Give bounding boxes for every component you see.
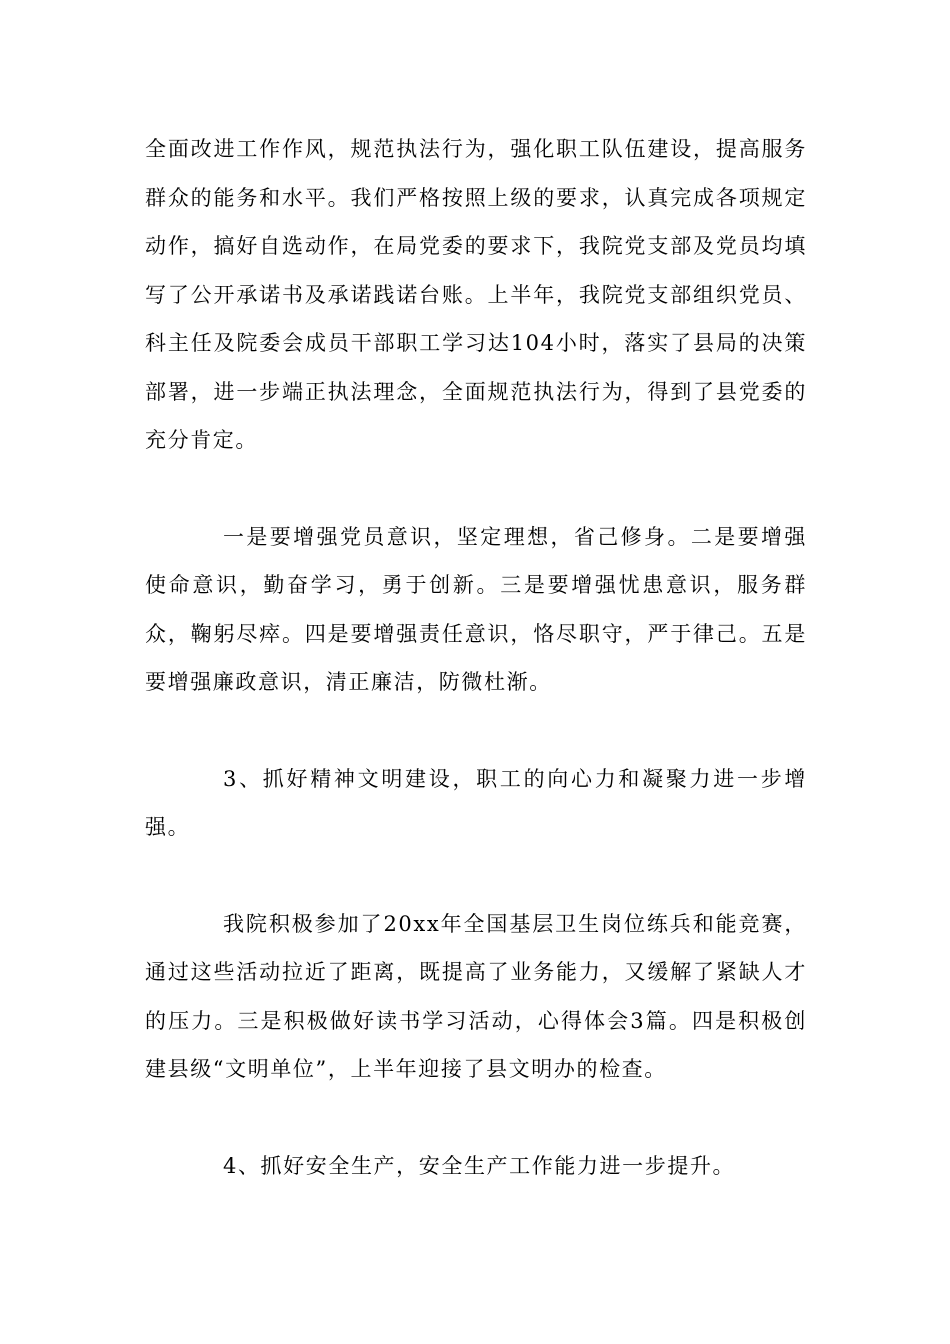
paragraph-work-style: 全面改进工作作风，规范执法行为，强化职工队伍建设，提高服务群众的能务和水平。我们严格按照上级的要求，认真完成各项规定动作，搞好自选动作，在局党委的要求下，我院党支部及党员均填写了公开承诺书及承诺践诺台账。上半年，我院党支部组织党员、科主任及院委会成员干部职工学习达104小时，落实了县局的决策部署，进一步端正执法理念，全面规范执法行为，得到了县党委的充分肯定。 bbox=[145, 137, 807, 452]
paragraph-competition-activities: 我院积极参加了20xx年全国基层卫生岗位练兵和能竞赛，通过这些活动拉近了距离，既提高了业务能力，又缓解了紧缺人才的压力。三是积极做好读书学习活动，心得体会3篇。四是积极创建县级“文明单位”，上半年迎接了县文明办的检查。 bbox=[145, 911, 807, 1081]
section-heading-spiritual-civilization: 3、抓好精神文明建设，职工的向心力和凝聚力进一步增强。 bbox=[145, 766, 807, 839]
section-heading-safety-production: 4、抓好安全生产，安全生产工作能力进一步提升。 bbox=[223, 1153, 736, 1178]
paragraph-party-awareness: 一是要增强党员意识，坚定理想，省己修身。二是要增强使命意识，勤奋学习，勇于创新。三是要增强忧患意识，服务群众，鞠躬尽瘁。四是要增强责任意识，恪尽职守，严于律己。五是要增强廉政意识，清正廉洁，防微杜渐。 bbox=[145, 524, 807, 694]
document-page bbox=[145, 125, 807, 1190]
